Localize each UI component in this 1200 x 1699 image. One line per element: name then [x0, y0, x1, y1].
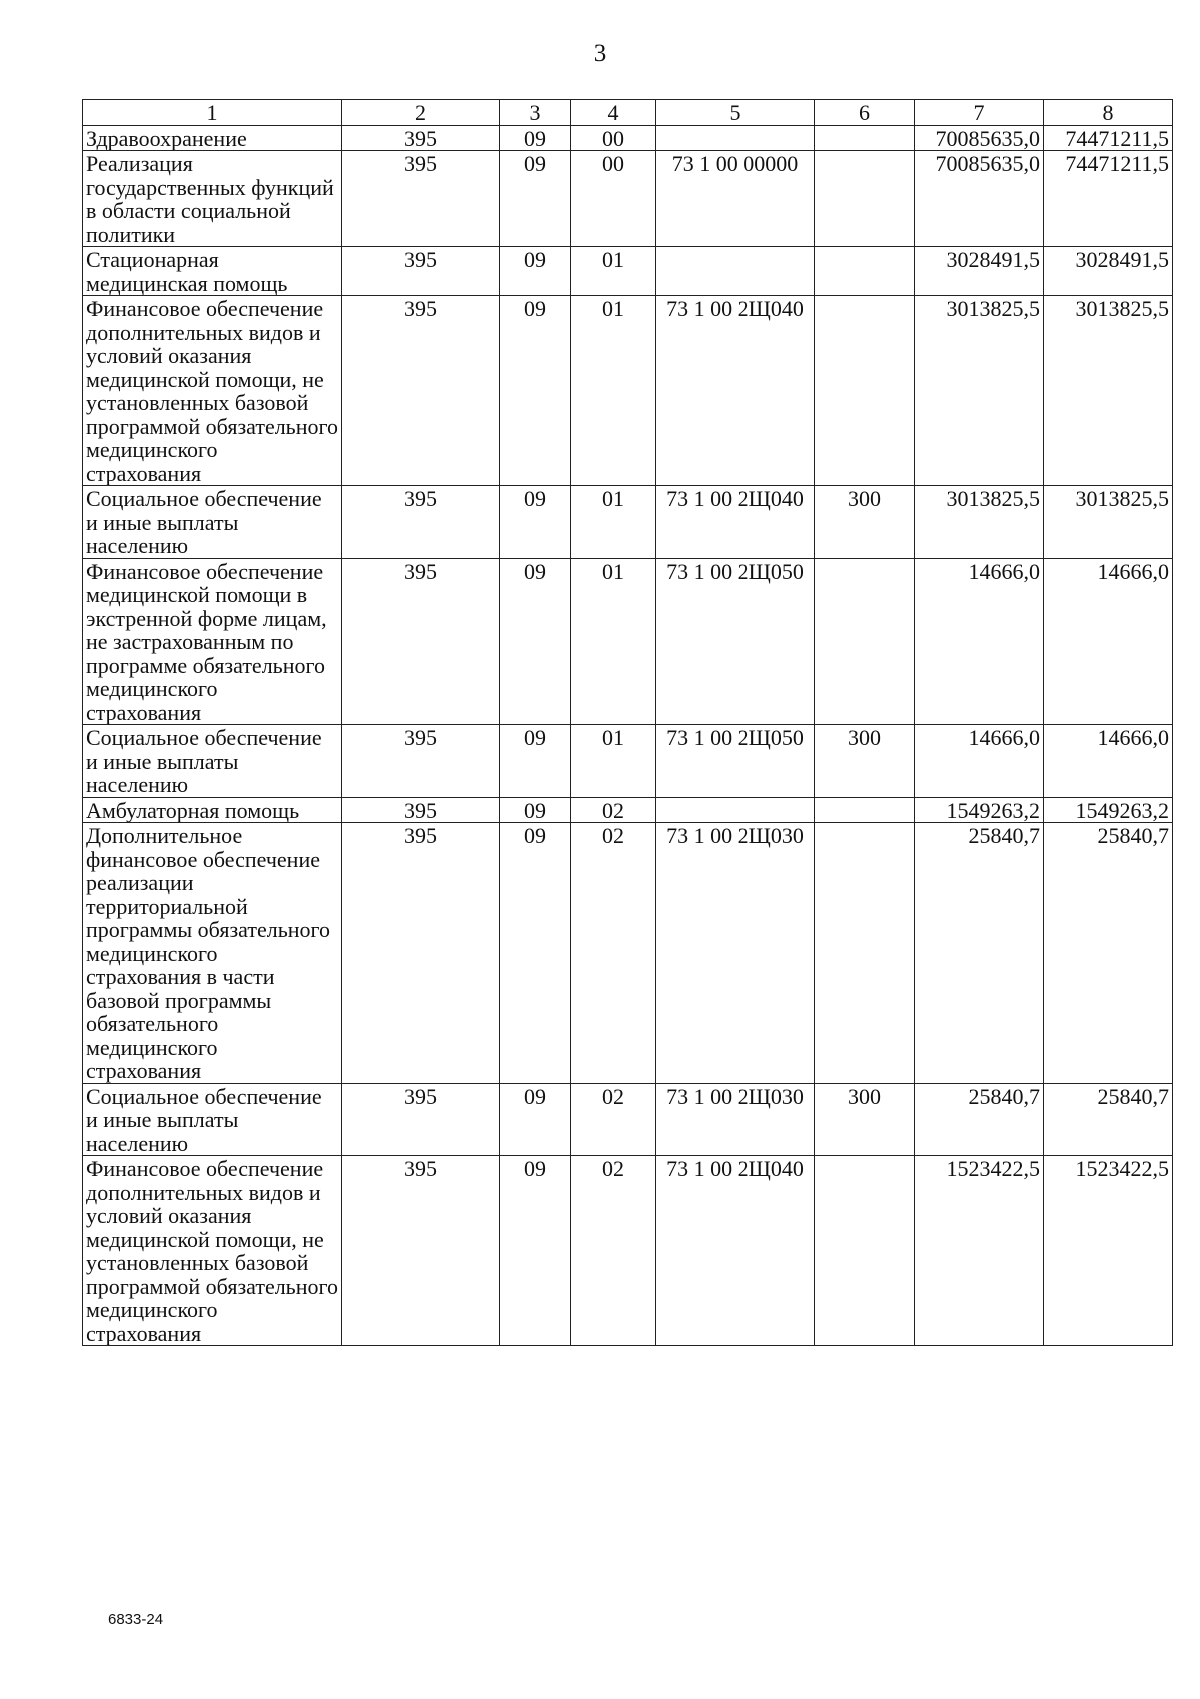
cell-col-4: 00: [571, 151, 656, 247]
cell-col-6: [815, 151, 915, 247]
cell-col-2: 395: [342, 151, 500, 247]
cell-col-7: 1549263,2: [915, 797, 1044, 823]
cell-col-4: 00: [571, 125, 656, 151]
table-row: [83, 797, 1173, 823]
table-row: [83, 151, 1173, 247]
table-row: [83, 725, 1173, 798]
cell-col-7: 25840,7: [915, 1083, 1044, 1156]
table-row: [83, 125, 1173, 151]
header-cell: 1: [83, 100, 342, 126]
cell-col-5: 73 1 00 2Щ050: [656, 558, 815, 725]
cell-col-6: [815, 247, 915, 296]
cell-col-3: 09: [500, 797, 571, 823]
cell-col-3: 09: [500, 125, 571, 151]
cell-col-5: [656, 247, 815, 296]
cell-name: Дополнительное финансовое обеспечение реализации территориальной программы обязательного медицинского страхования в части базовой программы обязательного медицинского страхования: [83, 823, 342, 1084]
header-cell: 2: [342, 100, 500, 126]
cell-col-8: 3013825,5: [1044, 486, 1173, 559]
cell-col-7: 25840,7: [915, 823, 1044, 1084]
header-cell: 3: [500, 100, 571, 126]
cell-col-7: 1523422,5: [915, 1156, 1044, 1346]
table-row: [83, 558, 1173, 725]
cell-name: Социальное обеспечение и иные выплаты населению: [83, 1083, 342, 1156]
cell-col-2: 395: [342, 296, 500, 486]
cell-col-2: 395: [342, 725, 500, 798]
cell-col-8: 74471211,5: [1044, 125, 1173, 151]
cell-col-2: 395: [342, 247, 500, 296]
header-row: [83, 100, 1173, 126]
cell-col-4: 01: [571, 486, 656, 559]
cell-col-8: 1549263,2: [1044, 797, 1173, 823]
cell-col-7: 70085635,0: [915, 151, 1044, 247]
cell-col-6: 300: [815, 1083, 915, 1156]
table-row: [83, 823, 1173, 1084]
cell-col-8: 3013825,5: [1044, 296, 1173, 486]
cell-name: Социальное обеспечение и иные выплаты населению: [83, 486, 342, 559]
cell-col-2: 395: [342, 797, 500, 823]
cell-col-3: 09: [500, 1156, 571, 1346]
cell-col-4: 02: [571, 797, 656, 823]
header-cell: 5: [656, 100, 815, 126]
cell-col-6: [815, 797, 915, 823]
cell-col-5: 73 1 00 2Щ030: [656, 1083, 815, 1156]
cell-col-8: 1523422,5: [1044, 1156, 1173, 1346]
cell-col-6: [815, 125, 915, 151]
cell-col-4: 01: [571, 558, 656, 725]
cell-col-6: 300: [815, 725, 915, 798]
cell-name: Стационарная медицинская помощь: [83, 247, 342, 296]
cell-col-7: 14666,0: [915, 725, 1044, 798]
cell-col-7: 70085635,0: [915, 125, 1044, 151]
cell-col-3: 09: [500, 296, 571, 486]
page-number: 3: [593, 40, 607, 67]
cell-col-5: [656, 125, 815, 151]
header-cell: 7: [915, 100, 1044, 126]
cell-col-4: 02: [571, 1156, 656, 1346]
table-row: [83, 247, 1173, 296]
cell-name: Финансовое обеспечение медицинской помощи в экстренной форме лицам, не застрахованным по программе обязательного медицинского страхования: [83, 558, 342, 725]
cell-col-6: [815, 823, 915, 1084]
cell-col-7: 14666,0: [915, 558, 1044, 725]
cell-col-2: 395: [342, 486, 500, 559]
cell-name: Здравоохранение: [83, 125, 342, 151]
cell-col-8: 25840,7: [1044, 823, 1173, 1084]
cell-col-2: 395: [342, 558, 500, 725]
cell-col-7: 3013825,5: [915, 296, 1044, 486]
cell-name: Реализация государственных функций в области социальной политики: [83, 151, 342, 247]
cell-col-6: 300: [815, 486, 915, 559]
cell-col-7: 3013825,5: [915, 486, 1044, 559]
cell-col-4: 01: [571, 247, 656, 296]
document-code: 6833-24: [108, 1611, 164, 1628]
header-cell: 4: [571, 100, 656, 126]
header-cell: 6: [815, 100, 915, 126]
cell-col-5: 73 1 00 00000: [656, 151, 815, 247]
cell-name: Финансовое обеспечение дополнительных видов и условий оказания медицинской помощи, не установленных базовой программой обязательного медицинского страхования: [83, 1156, 342, 1346]
cell-col-8: 3028491,5: [1044, 247, 1173, 296]
cell-col-3: 09: [500, 725, 571, 798]
cell-col-2: 395: [342, 823, 500, 1084]
cell-col-3: 09: [500, 247, 571, 296]
cell-col-8: 25840,7: [1044, 1083, 1173, 1156]
cell-col-5: 73 1 00 2Щ040: [656, 1156, 815, 1346]
cell-col-4: 02: [571, 823, 656, 1084]
cell-col-5: 73 1 00 2Щ040: [656, 486, 815, 559]
cell-col-4: 01: [571, 725, 656, 798]
cell-col-5: 73 1 00 2Щ040: [656, 296, 815, 486]
cell-col-3: 09: [500, 151, 571, 247]
table-row: [83, 486, 1173, 559]
cell-col-5: 73 1 00 2Щ050: [656, 725, 815, 798]
budget-table: [82, 99, 1173, 1346]
cell-col-2: 395: [342, 1156, 500, 1346]
table-row: [83, 1156, 1173, 1346]
cell-name: Амбулаторная помощь: [83, 797, 342, 823]
cell-col-2: 395: [342, 1083, 500, 1156]
cell-col-3: 09: [500, 486, 571, 559]
cell-col-8: 14666,0: [1044, 725, 1173, 798]
cell-name: Финансовое обеспечение дополнительных видов и условий оказания медицинской помощи, не установленных базовой программой обязательного медицинского страхования: [83, 296, 342, 486]
table-row: [83, 1083, 1173, 1156]
cell-col-4: 01: [571, 296, 656, 486]
cell-col-8: 74471211,5: [1044, 151, 1173, 247]
cell-col-8: 14666,0: [1044, 558, 1173, 725]
cell-col-2: 395: [342, 125, 500, 151]
cell-col-6: [815, 558, 915, 725]
header-cell: 8: [1044, 100, 1173, 126]
cell-col-5: 73 1 00 2Щ030: [656, 823, 815, 1084]
table-row: [83, 296, 1173, 486]
cell-col-3: 09: [500, 823, 571, 1084]
cell-col-5: [656, 797, 815, 823]
cell-name: Социальное обеспечение и иные выплаты населению: [83, 725, 342, 798]
table-body: [83, 125, 1173, 1346]
cell-col-3: 09: [500, 558, 571, 725]
cell-col-3: 09: [500, 1083, 571, 1156]
cell-col-6: [815, 1156, 915, 1346]
cell-col-6: [815, 296, 915, 486]
cell-col-7: 3028491,5: [915, 247, 1044, 296]
cell-col-4: 02: [571, 1083, 656, 1156]
